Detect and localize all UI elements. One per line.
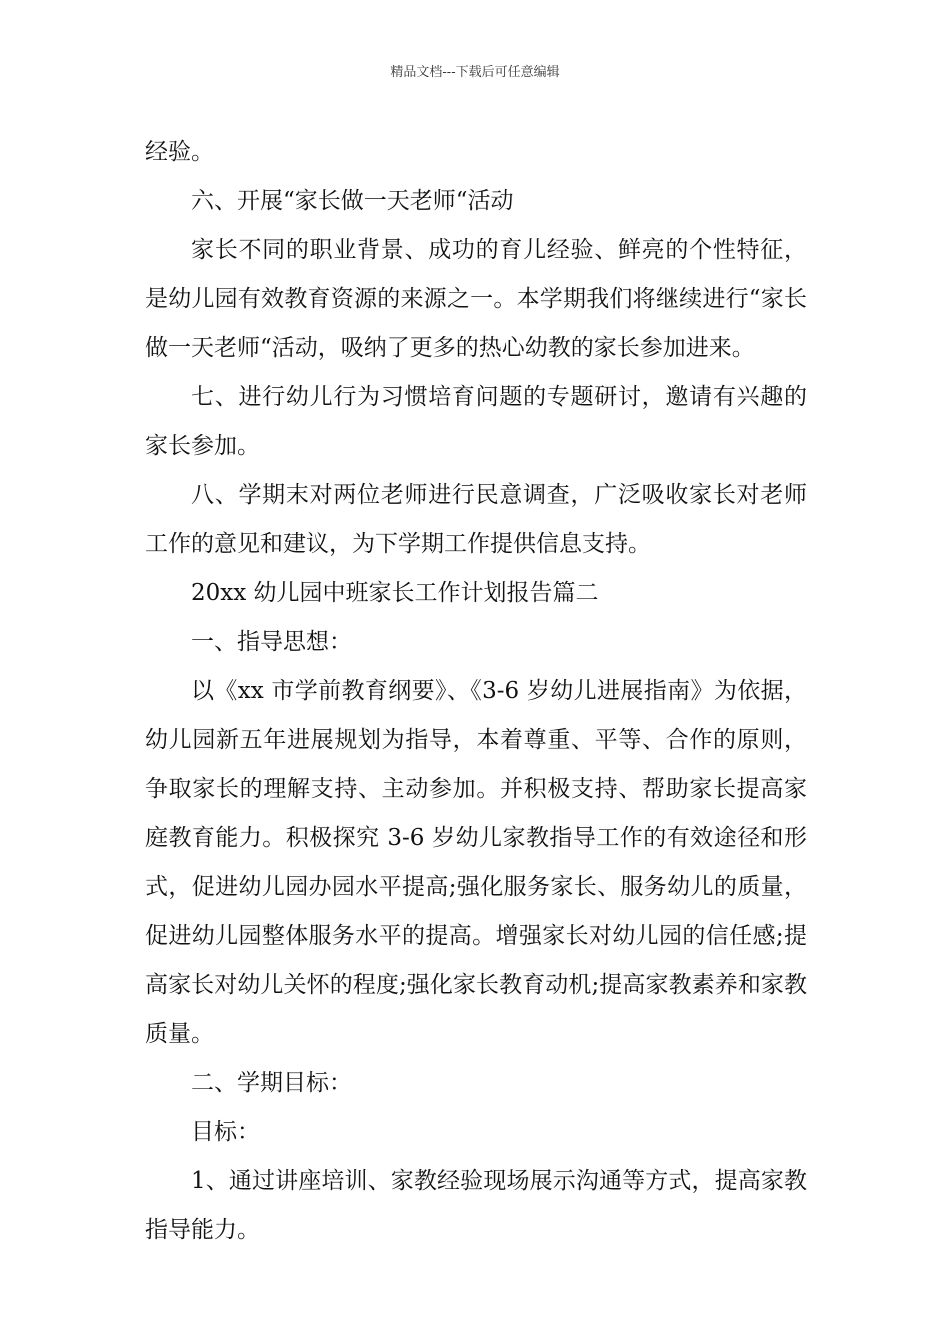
paragraph-parent-teacher-activity: 家长不同的职业背景、成功的育儿经验、鲜亮的个性特征，是幼儿园有效教育资源的来源之一。本学期我们将继续进行“家长做一天老师“活动，吸纳了更多的热心幼教的家长参加进来。	[145, 237, 807, 361]
page-header: 精品文档---下载后可任意编辑	[390, 65, 560, 80]
document-body	[145, 128, 807, 1255]
goal-item-1: 1、通过讲座培训、家教经验现场展示沟通等方式，提高家教指导能力。	[145, 1168, 807, 1243]
paragraph-continuation: 经验。	[145, 139, 214, 165]
paragraph-guiding-thought: 以《xx 市学前教育纲要》、《3-6 岁幼儿进展指南》为依据，幼儿园新五年进展规划为指导，本着尊重、平等、合作的原则，争取家长的理解支持、主动参加。并积极支持、帮助家长提高家庭教育能力。积极探究 3-6 岁幼儿家教指导工作的有效途径和形式，促进幼儿园办园水平提高;强化服务家长、服务幼儿的质量，促进幼儿园整体服务水平的提高。增强家长对幼儿园的信任感;提高家长对幼儿关怀的程度;强化家长教育动机;提高家教素养和家教质量。	[145, 678, 807, 1047]
section-heading-guiding-thought: 一、指导思想：	[191, 629, 352, 655]
section-heading-semester-goals: 二、学期目标：	[191, 1070, 352, 1096]
section-heading-eight: 八、学期末对两位老师进行民意调查，广泛吸收家长对老师工作的意见和建议，为下学期工作提供信息支持。	[145, 482, 807, 557]
section-heading-seven: 七、进行幼儿行为习惯培育问题的专题研讨，邀请有兴趣的家长参加。	[145, 384, 807, 459]
section-heading-six: 六、开展“家长做一天老师“活动	[191, 188, 514, 214]
article-subtitle: 20xx 幼儿园中班家长工作计划报告篇二	[191, 580, 599, 606]
goals-label: 目标：	[191, 1119, 260, 1145]
